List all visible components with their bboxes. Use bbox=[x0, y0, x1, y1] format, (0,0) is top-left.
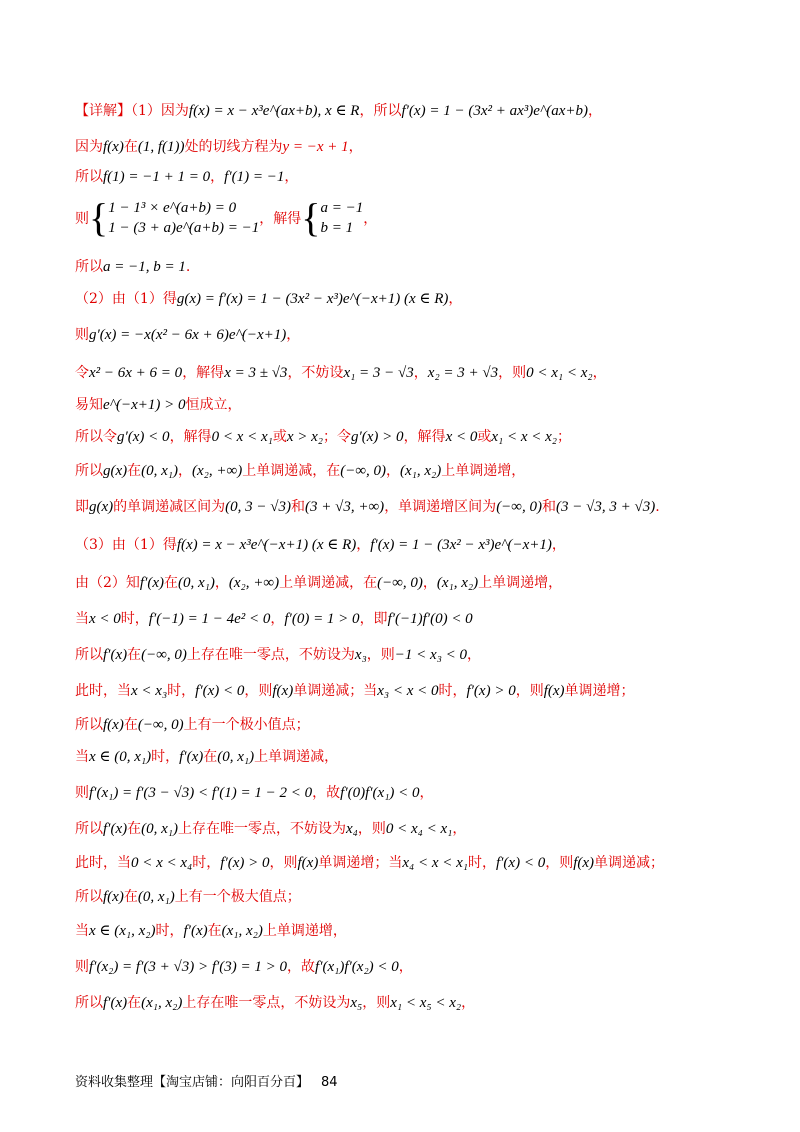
text: ， bbox=[363, 211, 378, 227]
line-23 bbox=[75, 888, 775, 906]
formula: a = −1 bbox=[320, 200, 364, 216]
text: ， bbox=[210, 169, 225, 185]
formula: (x₂, +∞) bbox=[192, 463, 243, 479]
text: 所以 bbox=[75, 889, 103, 905]
formula: g′(x) < 0 bbox=[117, 429, 170, 445]
text: 单调递减；当 bbox=[293, 683, 378, 699]
text: 即 bbox=[75, 499, 89, 515]
formula: f(1) = −1 + 1 = 0 bbox=[103, 169, 211, 185]
formula: f(x) = x − x³e^(ax+b), x ∈ R bbox=[188, 103, 360, 119]
line-22 bbox=[75, 854, 775, 872]
formula: (1, f(1)) bbox=[137, 139, 185, 155]
formula: f(x) bbox=[543, 683, 565, 699]
formula: x ∈ (x₁, x₂) bbox=[89, 923, 156, 939]
text: 单调递增； bbox=[564, 683, 635, 699]
formula: f′(−1) = 1 − 4e² < 0 bbox=[148, 611, 271, 627]
text: 时， bbox=[192, 855, 221, 871]
formula: f′(x) < 0 bbox=[195, 683, 245, 699]
formula: f(x) bbox=[103, 139, 124, 155]
text: ，所以 bbox=[359, 103, 402, 119]
text: 时， bbox=[120, 611, 149, 627]
text: ，单调递增区间为 bbox=[384, 499, 497, 515]
formula: (−∞, 0) bbox=[137, 717, 184, 733]
footer-source: 资料收集整理【淘宝店铺：向阳百分百】 bbox=[75, 1075, 310, 1090]
line-18 bbox=[75, 716, 775, 734]
formula: a = −1, b = 1 bbox=[103, 259, 186, 275]
formula: x₁ < x < x₂ bbox=[491, 429, 557, 445]
formula: (0, x₁) bbox=[178, 575, 215, 591]
text: 所以 bbox=[75, 463, 103, 479]
text: 所以令 bbox=[75, 429, 117, 445]
line-2 bbox=[75, 138, 775, 156]
text: ；令 bbox=[323, 429, 351, 445]
formula: (−∞, 0) bbox=[377, 575, 423, 591]
text: ， bbox=[592, 365, 607, 381]
formula: y = −x + 1 bbox=[282, 139, 349, 155]
text: 上单调递增， bbox=[478, 575, 563, 591]
line-16 bbox=[75, 646, 775, 664]
text: 时， bbox=[155, 923, 184, 939]
formula: f′(x₂) = f′(3 + √3) > f′(3) = 1 > 0 bbox=[89, 959, 288, 975]
text: 上存在唯一零点，不妨设为 bbox=[186, 647, 355, 663]
text: ，解得 bbox=[403, 429, 446, 445]
formula: 0 < x < x₄ bbox=[131, 855, 193, 871]
text: ， bbox=[398, 959, 413, 975]
formula: (x₁, x₂) bbox=[141, 995, 183, 1011]
line-15 bbox=[75, 610, 775, 628]
text: 时， bbox=[151, 749, 180, 765]
text: ，则 bbox=[498, 365, 527, 381]
formula: g′(x) = −x(x² − 6x + 6)e^(−x+1) bbox=[89, 327, 287, 343]
text: 在 bbox=[123, 717, 138, 733]
formula: f′(x) > 0 bbox=[220, 855, 270, 871]
formula: 0 < x₁ < x₂ bbox=[526, 365, 593, 381]
formula: f′(x) = 1 − (3x² − x³)e^(−x+1) bbox=[370, 537, 552, 553]
formula: f′(x) bbox=[103, 995, 128, 1011]
text: . bbox=[185, 259, 191, 275]
text: 所以 bbox=[75, 259, 103, 275]
formula: (3 − √3, 3 + √3) bbox=[556, 499, 656, 515]
line-5 bbox=[75, 258, 775, 276]
formula: f′(x₁) = f′(3 − √3) < f′(1) = 1 − 2 < 0 bbox=[89, 785, 313, 801]
text: ， bbox=[413, 365, 428, 381]
formula: f′(x) = 1 − (3x² + ax³)e^(ax+b) bbox=[401, 103, 589, 119]
formula: f′(−1)f′(0) < 0 bbox=[387, 611, 473, 627]
text: ， bbox=[284, 169, 299, 185]
formula: x < 0 bbox=[445, 429, 478, 445]
formula: e^(−x+1) > 0 bbox=[103, 397, 186, 413]
line-3 bbox=[75, 168, 775, 186]
formula: 0 < x₄ < x₁ bbox=[385, 821, 453, 837]
formula: (−∞, 0) bbox=[496, 499, 542, 515]
text: 在 bbox=[203, 749, 218, 765]
text: 令 bbox=[75, 365, 89, 381]
formula: g(x) = f′(x) = 1 − (3x² − x³)e^(−x+1) (x ∈ R) bbox=[176, 291, 449, 307]
formula: (0, x₁) bbox=[141, 463, 179, 479]
solution-stack bbox=[320, 198, 363, 238]
text: ， bbox=[467, 647, 482, 663]
text: ， bbox=[348, 139, 363, 155]
line-11 bbox=[75, 462, 775, 480]
line-19 bbox=[75, 748, 775, 766]
text: 或 bbox=[272, 429, 287, 445]
text: ， bbox=[461, 995, 476, 1011]
formula: f(x) bbox=[297, 855, 319, 871]
text: 因为 bbox=[75, 139, 103, 155]
formula: x = 3 ± √3 bbox=[224, 365, 288, 381]
formula: −1 < x₃ < 0 bbox=[394, 647, 468, 663]
text: 上单调递减， bbox=[254, 749, 339, 765]
text: ， bbox=[419, 785, 434, 801]
formula: x < 0 bbox=[89, 611, 121, 627]
line-6 bbox=[75, 290, 775, 308]
left-brace: { bbox=[301, 195, 321, 240]
formula: f′(x) < 0 bbox=[495, 855, 546, 871]
formula: (x₁, x₂) bbox=[221, 923, 263, 939]
formula: (0, 3 − √3) bbox=[225, 499, 292, 515]
line-26 bbox=[75, 994, 775, 1012]
text: ，解得 bbox=[182, 365, 225, 381]
formula: f(x) bbox=[103, 889, 124, 905]
text: 上有一个极大值点； bbox=[174, 889, 301, 905]
text: 和 bbox=[291, 499, 306, 515]
text: 时， bbox=[438, 683, 467, 699]
text: 则 bbox=[75, 959, 89, 975]
formula: x ∈ (0, x₁) bbox=[89, 749, 152, 765]
formula: f′(x₁)f′(x₂) < 0 bbox=[315, 959, 399, 975]
line-20 bbox=[75, 784, 775, 802]
formula: (3 + √3, +∞) bbox=[305, 499, 385, 515]
formula: 0 < x < x₁ bbox=[211, 429, 273, 445]
text: 此时，当 bbox=[75, 683, 131, 699]
text: ， bbox=[270, 611, 285, 627]
formula: f′(0)f′(x₁) < 0 bbox=[340, 785, 420, 801]
formula: x₁ = 3 − √3 bbox=[343, 365, 414, 381]
text: ，则 bbox=[362, 995, 391, 1011]
text: 当 bbox=[75, 611, 89, 627]
equation-stack bbox=[108, 198, 259, 238]
text: ，则 bbox=[269, 855, 298, 871]
formula: f′(x) bbox=[103, 821, 128, 837]
formula: (x₁, x₂) bbox=[436, 575, 479, 591]
text: 上单调递减，在 bbox=[279, 575, 378, 591]
text: 所以 bbox=[75, 821, 103, 837]
text: 上有一个极小值点； bbox=[183, 717, 310, 733]
text: ，不妨设 bbox=[287, 365, 344, 381]
text: ， bbox=[452, 821, 467, 837]
line-24 bbox=[75, 922, 775, 940]
text: 所以 bbox=[75, 717, 103, 733]
line-17 bbox=[75, 682, 775, 700]
text: ，则 bbox=[244, 683, 273, 699]
text: ， bbox=[286, 327, 301, 343]
formula: (0, x₁) bbox=[137, 889, 175, 905]
text: 时， bbox=[467, 855, 496, 871]
formula: (−∞, 0) bbox=[340, 463, 387, 479]
text: 恒成立， bbox=[185, 397, 242, 413]
text: 易知 bbox=[75, 397, 103, 413]
line-9 bbox=[75, 396, 775, 414]
text: 单调递减； bbox=[594, 855, 665, 871]
formula: x < x₃ bbox=[131, 683, 168, 699]
formula: x² − 6x + 6 = 0 bbox=[89, 365, 183, 381]
text: 上单调递减，在 bbox=[242, 463, 341, 479]
formula: (−∞, 0) bbox=[141, 647, 187, 663]
formula: f′(x) > 0 bbox=[466, 683, 516, 699]
text: ， bbox=[448, 291, 463, 307]
formula: (x₁, x₂) bbox=[400, 463, 442, 479]
text: ，则 bbox=[545, 855, 574, 871]
line-14 bbox=[75, 574, 775, 592]
text: ， bbox=[214, 575, 229, 591]
text: ， bbox=[422, 575, 437, 591]
formula: x₃ bbox=[354, 647, 367, 663]
line-25 bbox=[75, 958, 775, 976]
formula: f(x) bbox=[103, 717, 124, 733]
formula: b = 1 bbox=[320, 220, 354, 236]
text: ， bbox=[588, 103, 603, 119]
text: 则 bbox=[75, 327, 89, 343]
formula: g(x) bbox=[103, 463, 128, 479]
text: ，故 bbox=[287, 959, 316, 975]
text: 当 bbox=[75, 749, 89, 765]
text: 此时，当 bbox=[75, 855, 131, 871]
text: 和 bbox=[542, 499, 556, 515]
text: 在 bbox=[123, 139, 138, 155]
text: 所以 bbox=[75, 647, 103, 663]
formula: x₃ < x < 0 bbox=[377, 683, 439, 699]
text: ，则 bbox=[357, 821, 386, 837]
text: ， bbox=[386, 463, 401, 479]
formula: x₁ < x₅ < x₂ bbox=[390, 995, 462, 1011]
formula: 1 − (3 + a)e^(a+b) = −1 bbox=[108, 220, 260, 236]
formula: g(x) bbox=[89, 499, 114, 515]
formula: f(x) = x − x³e^(−x+1) (x ∈ R) bbox=[176, 537, 357, 553]
text: 在 bbox=[207, 923, 222, 939]
line-21 bbox=[75, 820, 775, 838]
text: 则 bbox=[75, 785, 89, 801]
text: 在 bbox=[123, 889, 138, 905]
text: 所以 bbox=[75, 995, 103, 1011]
formula: f′(x) bbox=[103, 647, 128, 663]
formula: f′(x) bbox=[183, 923, 208, 939]
line-4-equation-system bbox=[75, 195, 775, 240]
text: 上存在唯一零点，不妨设为 bbox=[182, 995, 351, 1011]
formula: (0, x₁) bbox=[141, 821, 178, 837]
text: ，则 bbox=[366, 647, 395, 663]
formula: x₅ bbox=[350, 995, 363, 1011]
formula: 1 − 1³ × e^(a+b) = 0 bbox=[108, 200, 237, 216]
text: 在 bbox=[127, 647, 142, 663]
text: ，则 bbox=[515, 683, 544, 699]
text: . bbox=[655, 499, 660, 515]
text: 时， bbox=[167, 683, 196, 699]
formula: f(x) bbox=[272, 683, 294, 699]
formula: x₄ bbox=[345, 821, 358, 837]
text: 上单调递增， bbox=[262, 923, 347, 939]
text: 处的切线方程为 bbox=[184, 139, 283, 155]
text: 上单调递增， bbox=[441, 463, 526, 479]
formula: (0, x₁) bbox=[217, 749, 255, 765]
formula: f′(x) bbox=[179, 749, 204, 765]
line-10 bbox=[75, 428, 775, 446]
text: 单调递增；当 bbox=[318, 855, 403, 871]
line-1 bbox=[75, 102, 775, 120]
text: 当 bbox=[75, 923, 89, 939]
formula: f′(1) = −1 bbox=[224, 169, 285, 185]
formula: g′(x) > 0 bbox=[351, 429, 404, 445]
text: ，即 bbox=[359, 611, 388, 627]
line-7 bbox=[75, 326, 775, 344]
text: ，故 bbox=[312, 785, 341, 801]
text: （3）由（1）得 bbox=[75, 537, 177, 553]
line-8 bbox=[75, 364, 775, 382]
formula: f(x) bbox=[573, 855, 595, 871]
text: ，解得 bbox=[259, 211, 302, 227]
text: 或 bbox=[477, 429, 492, 445]
text: ， bbox=[178, 463, 193, 479]
text: 在 bbox=[164, 575, 179, 591]
text: 【详解】（1）因为 bbox=[75, 103, 189, 119]
text: ， bbox=[356, 537, 371, 553]
formula: x₄ < x < x₁ bbox=[402, 855, 468, 871]
left-brace: { bbox=[89, 195, 109, 240]
text: 在 bbox=[127, 821, 142, 837]
formula: f′(0) = 1 > 0 bbox=[284, 611, 360, 627]
text: ， bbox=[551, 537, 566, 553]
text: ，解得 bbox=[169, 429, 212, 445]
formula: f′(x) bbox=[139, 575, 165, 591]
text: 则 bbox=[75, 211, 89, 227]
text: （2）由（1）得 bbox=[75, 291, 177, 307]
text: 上存在唯一零点，不妨设为 bbox=[177, 821, 346, 837]
text: 在 bbox=[127, 463, 142, 479]
text: 的单调递减区间为 bbox=[113, 499, 226, 515]
formula: x > x₂ bbox=[286, 429, 323, 445]
page-footer bbox=[75, 1071, 338, 1090]
text: 所以 bbox=[75, 169, 103, 185]
text: 由（2）知 bbox=[75, 575, 140, 591]
formula: x₂ = 3 + √3 bbox=[427, 365, 499, 381]
line-13 bbox=[75, 536, 775, 554]
line-12 bbox=[75, 498, 775, 516]
text: ； bbox=[557, 429, 571, 445]
page-number: 84 bbox=[321, 1075, 338, 1090]
formula: (x₂, +∞) bbox=[228, 575, 280, 591]
text: 在 bbox=[127, 995, 142, 1011]
